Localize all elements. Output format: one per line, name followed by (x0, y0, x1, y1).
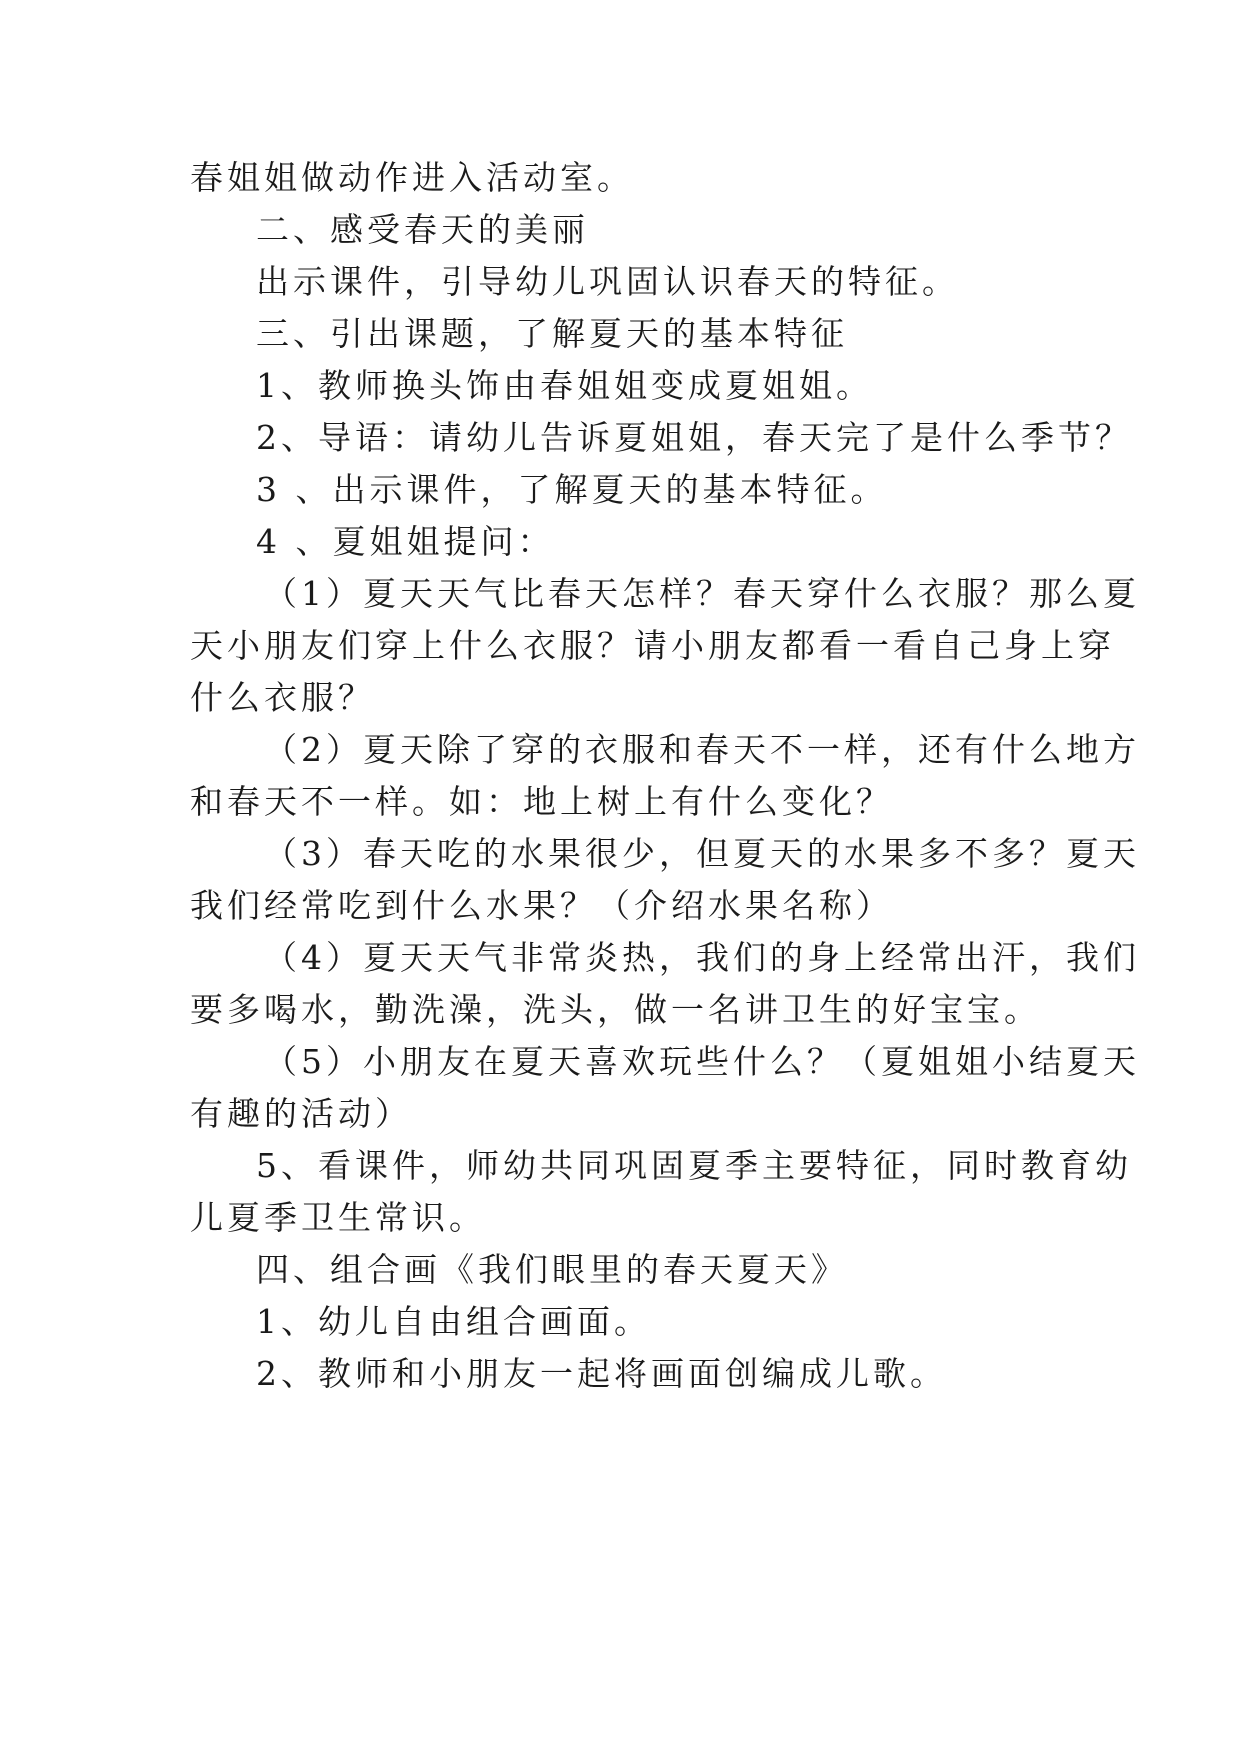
sub-item: （2）夏天除了穿的衣服和春天不一样，还有什么地方 (264, 730, 1140, 769)
section-heading: 三、引出课题，了解夏天的基本特征 (256, 314, 848, 353)
paragraph-line: 出示课件，引导幼儿巩固认识春天的特征。 (256, 262, 959, 301)
list-item: 4 、夏姐姐提问： (256, 522, 555, 561)
list-item: 3 、出示课件，了解夏天的基本特征。 (256, 470, 888, 509)
paragraph-line: 儿夏季卫生常识。 (190, 1198, 486, 1237)
paragraph-line: 春姐姐做动作进入活动室。 (190, 158, 634, 197)
list-item: 2、教师和小朋友一起将画面创编成儿歌。 (256, 1354, 947, 1393)
list-item: 1、幼儿自由组合画面。 (256, 1302, 651, 1341)
sub-item: （1）夏天天气比春天怎样？春天穿什么衣服？那么夏 (264, 574, 1140, 613)
sub-item: （4）夏天天气非常炎热，我们的身上经常出汗，我们 (264, 938, 1140, 977)
paragraph-line: 什么衣服？ (190, 678, 375, 717)
paragraph-line: 有趣的活动） (190, 1094, 412, 1133)
sub-item: （5）小朋友在夏天喜欢玩些什么？（夏姐姐小结夏天 (264, 1042, 1140, 1081)
paragraph-line: 和春天不一样。如：地上树上有什么变化？ (190, 782, 893, 821)
list-item: 2、导语：请幼儿告诉夏姐姐，春天完了是什么季节？ (256, 418, 1132, 457)
section-heading: 二、感受春天的美丽 (256, 210, 589, 249)
paragraph-line: 要多喝水，勤洗澡，洗头，做一名讲卫生的好宝宝。 (190, 990, 1041, 1029)
section-heading: 四、组合画《我们眼里的春天夏天》 (256, 1250, 848, 1289)
list-item: 5、看课件，师幼共同巩固夏季主要特征，同时教育幼 (256, 1146, 1132, 1185)
paragraph-line: 天小朋友们穿上什么衣服？请小朋友都看一看自己身上穿 (190, 626, 1115, 665)
paragraph-line: 我们经常吃到什么水果？（介绍水果名称） (190, 886, 893, 925)
sub-item: （3）春天吃的水果很少，但夏天的水果多不多？夏天 (264, 834, 1140, 873)
list-item: 1、教师换头饰由春姐姐变成夏姐姐。 (256, 366, 873, 405)
